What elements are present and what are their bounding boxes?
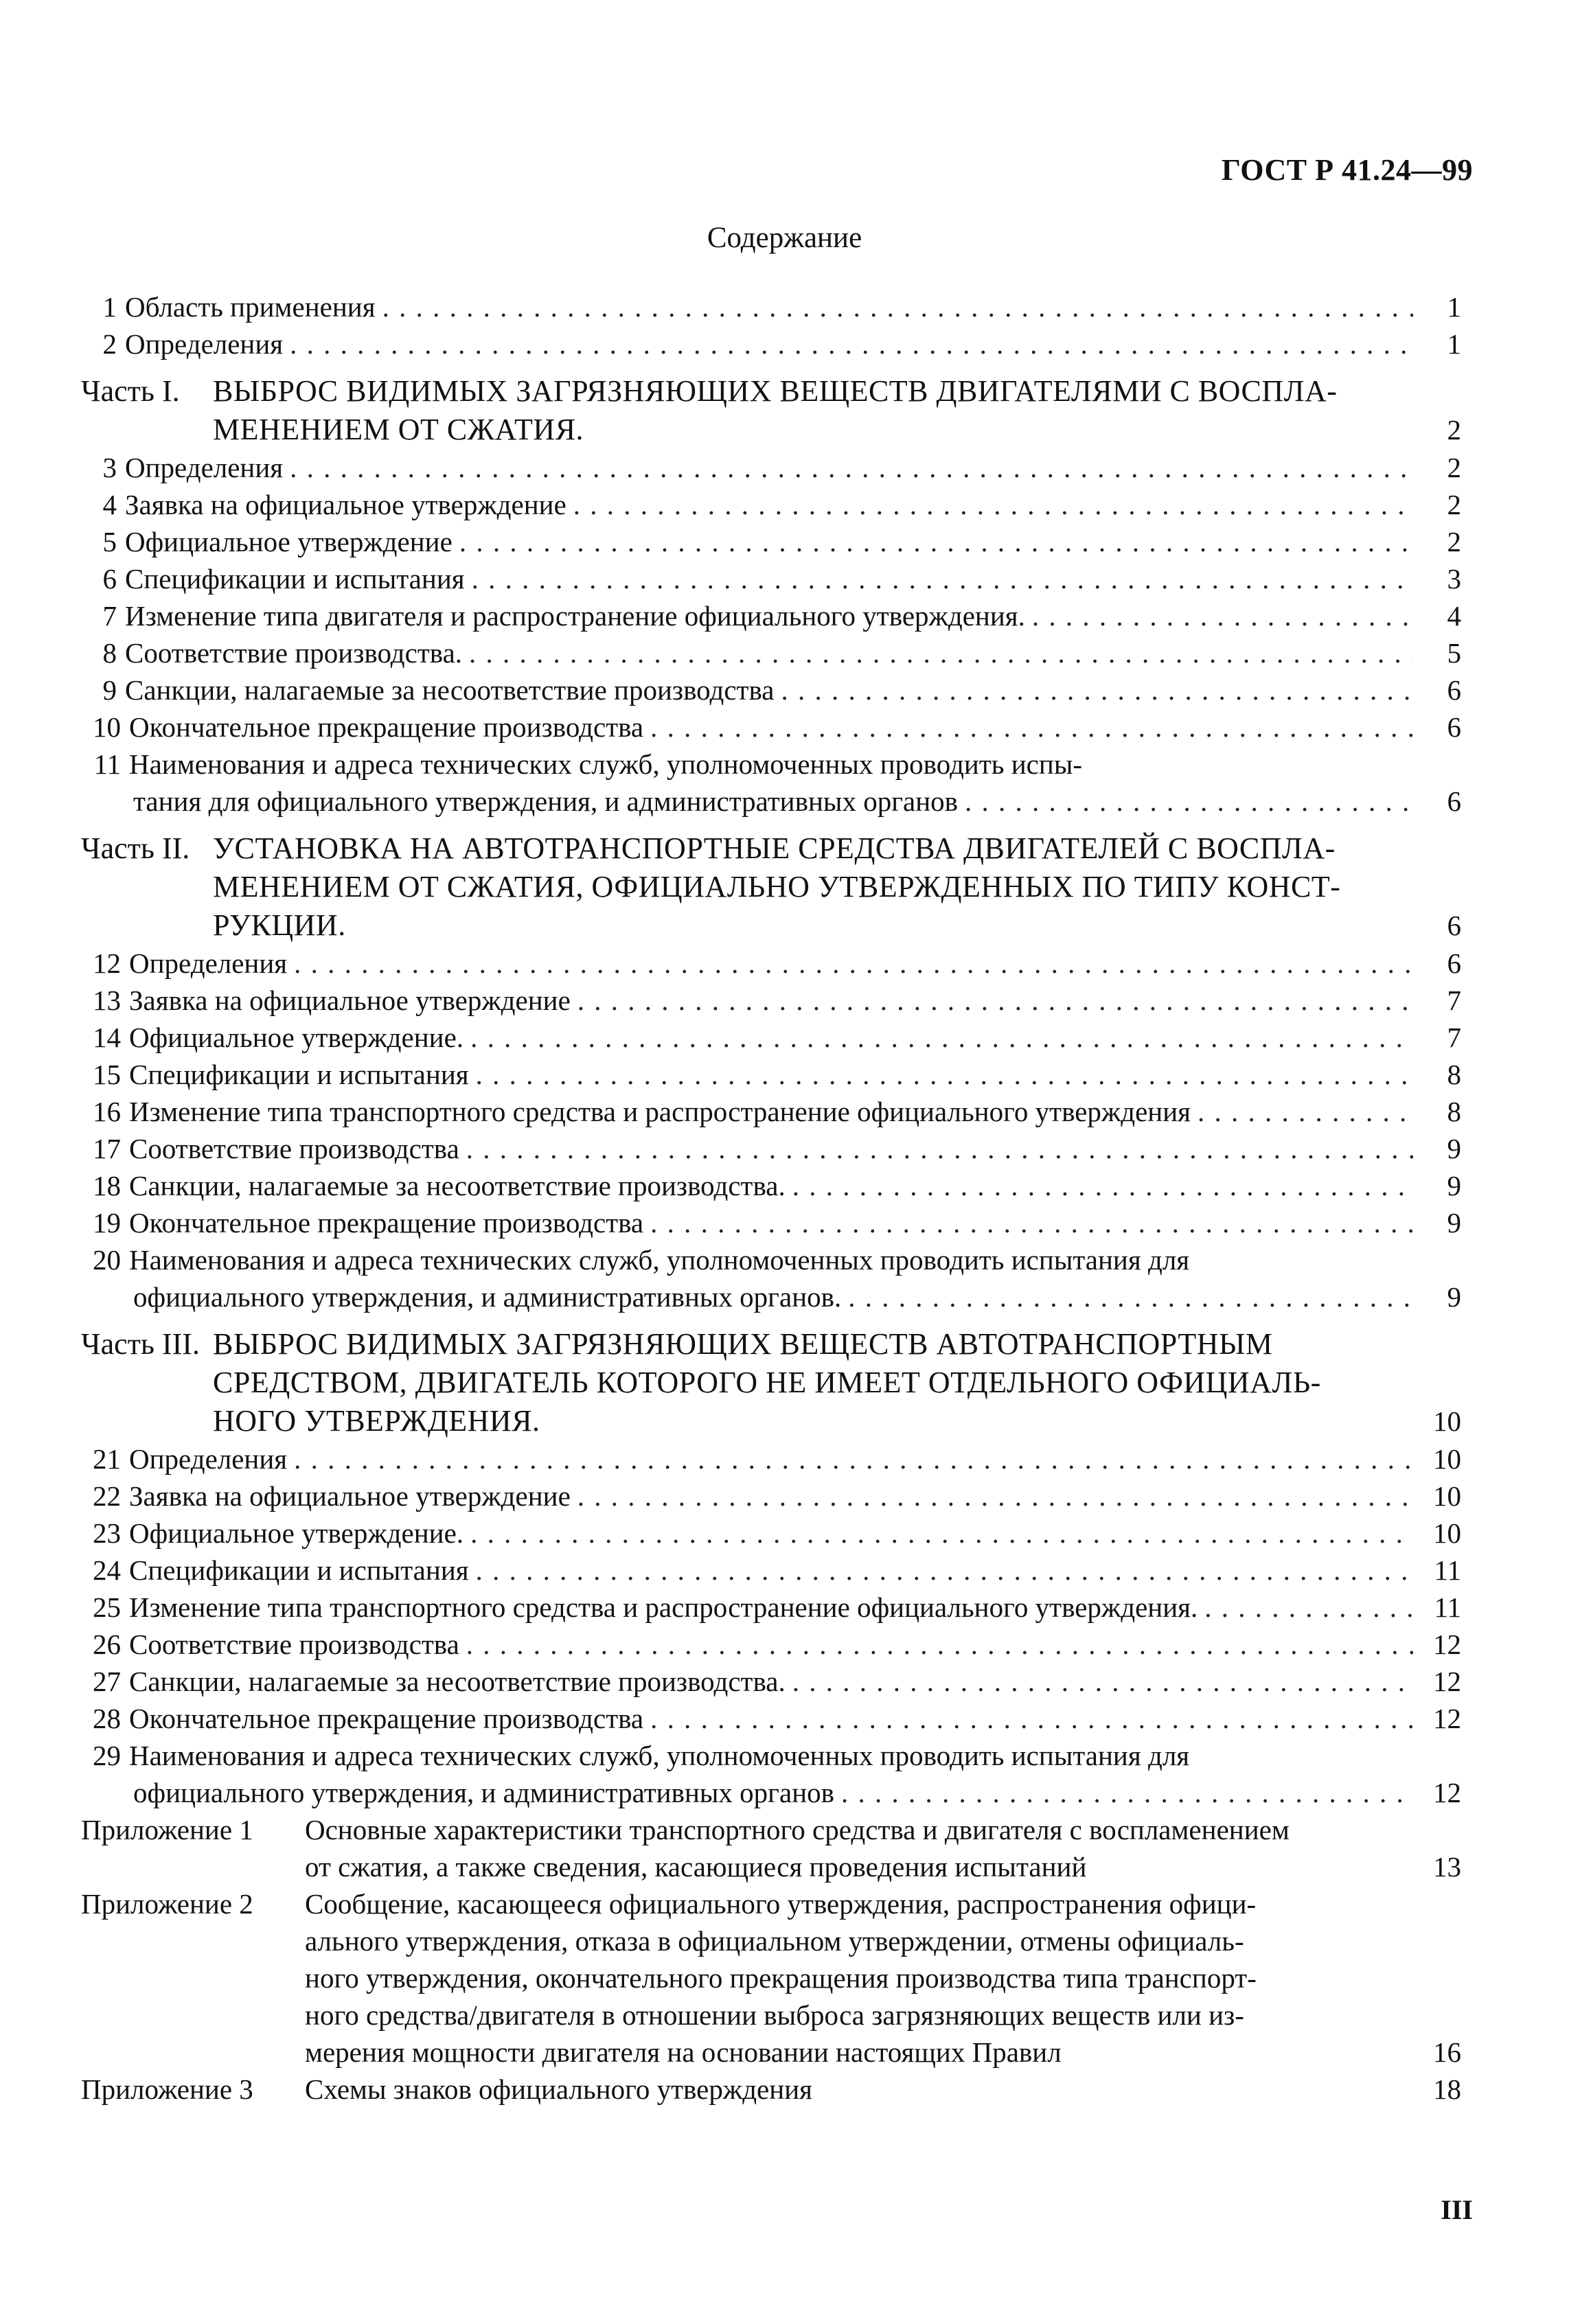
part-title-line: РУКЦИИ. <box>213 908 346 942</box>
part-title-line: СРЕДСТВОМ, ДВИГАТЕЛЬ КОТОРОГО НЕ ИМЕЕТ ОТДЕЛЬНОГО ОФИЦИАЛЬ- <box>213 1366 1321 1399</box>
appendix-text: Схемы знаков официального утверждения <box>305 2073 813 2105</box>
dot-leader <box>573 486 1413 523</box>
toc-entry-number: 27 <box>93 1666 121 1697</box>
toc-entry-page: 12 <box>1433 1703 1461 1734</box>
dot-leader <box>290 325 1413 363</box>
table-of-contents <box>81 288 1461 2108</box>
toc-entry-page: 8 <box>1447 1096 1461 1127</box>
toc-entry-number: 15 <box>93 1059 121 1090</box>
dot-leader <box>290 449 1413 486</box>
appendix-label: Приложение 3 <box>81 2073 253 2105</box>
toc-entry-page: 9 <box>1447 1281 1461 1313</box>
part-title-line: МЕНЕНИЕМ ОТ СЖАТИЯ. <box>213 413 584 446</box>
toc-entry-text: Официальное утверждение. <box>129 1517 464 1549</box>
dot-leader <box>476 1056 1413 1093</box>
toc-entry-number: 19 <box>93 1207 121 1239</box>
appendix-page: 16 <box>1433 2036 1461 2068</box>
toc-entry[interactable] <box>81 1204 1461 1241</box>
dot-leader <box>1198 1093 1413 1130</box>
dot-leader <box>470 1019 1413 1056</box>
toc-entry-text: Соответствие производства. <box>125 637 463 669</box>
toc-entry-text: Санкции, налагаемые за несоответствие производства <box>125 674 775 706</box>
toc-entry-number: 25 <box>93 1591 121 1623</box>
toc-entry-number: 11 <box>93 748 121 780</box>
toc-entry[interactable] <box>81 1019 1461 1056</box>
toc-entry-number: 22 <box>93 1480 121 1512</box>
toc-entry-text: Определения <box>125 328 284 360</box>
toc-entry-page: 8 <box>1447 1059 1461 1090</box>
dot-leader <box>650 1204 1413 1241</box>
toc-entry-text: Заявка на официальное утверждение <box>125 489 566 520</box>
toc-entry[interactable] <box>81 1589 1461 1626</box>
appendix-page: 13 <box>1433 1851 1461 1883</box>
toc-entry-number: 5 <box>102 526 117 557</box>
toc-entry-page: 11 <box>1434 1554 1461 1586</box>
toc-entry-number: 1 <box>102 291 117 323</box>
dot-leader <box>472 560 1413 597</box>
toc-entry[interactable] <box>81 1056 1461 1093</box>
toc-entry-text: Заявка на официальное утверждение <box>129 985 571 1016</box>
dot-leader <box>469 634 1413 671</box>
dot-leader <box>294 945 1413 982</box>
toc-entry[interactable] <box>81 1663 1461 1700</box>
appendix-1-entry[interactable] <box>81 1811 1461 1885</box>
appendix-3-entry[interactable] <box>81 2071 1461 2108</box>
toc-entry-number: 26 <box>93 1629 121 1660</box>
toc-entry[interactable] <box>81 982 1461 1019</box>
toc-entry-number: 24 <box>93 1554 121 1586</box>
appendix-text: Основные характеристики транспортного средства и двигателя с воспламенением <box>305 1814 1290 1845</box>
toc-entry-text: Спецификации и испытания <box>125 563 465 595</box>
toc-entry[interactable] <box>81 671 1461 709</box>
toc-entry-text: Официальное утверждение <box>125 526 453 557</box>
part-title-line: НОГО УТВЕРЖДЕНИЯ. <box>213 1404 540 1438</box>
toc-entry[interactable] <box>81 325 1461 363</box>
toc-entry[interactable] <box>81 597 1461 634</box>
appendix-text: Сообщение, касающееся официального утверждения, распространения офици- <box>305 1888 1257 1920</box>
toc-entry-text: Санкции, налагаемые за несоответствие производства. <box>129 1170 786 1201</box>
toc-entry-text: Заявка на официальное утверждение <box>129 1480 571 1512</box>
dot-leader <box>459 523 1413 560</box>
toc-entry-page: 10 <box>1433 1517 1461 1549</box>
dot-leader <box>466 1130 1413 1167</box>
toc-entry-text: Наименования и адреса технических служб, уполномоченных проводить испытания для <box>129 1740 1190 1771</box>
toc-entry[interactable] <box>81 486 1461 523</box>
appendix-2-entry[interactable] <box>81 1885 1461 2071</box>
part-page: 2 <box>1447 414 1461 446</box>
toc-entry[interactable] <box>81 1552 1461 1589</box>
dot-leader <box>294 1440 1413 1477</box>
toc-entry-text: официального утверждения, и административных органов. <box>133 1281 842 1313</box>
part-page: 10 <box>1433 1405 1461 1437</box>
toc-entry-text: Наименования и адреса технических служб, уполномоченных проводить испытания для <box>129 1244 1190 1276</box>
toc-entry-number: 4 <box>102 489 117 520</box>
toc-entry-number: 29 <box>93 1740 121 1771</box>
toc-entry-page: 1 <box>1447 291 1461 323</box>
document-id: ГОСТ Р 41.24—99 <box>1221 153 1473 187</box>
toc-entry-multiline[interactable] <box>81 1737 1461 1811</box>
part-title-line: УСТАНОВКА НА АВТОТРАНСПОРТНЫЕ СРЕДСТВА ДВИГАТЕЛЕЙ С ВОСПЛА- <box>213 831 1336 865</box>
toc-entry-number: 7 <box>102 600 117 632</box>
toc-entry-page: 6 <box>1447 785 1461 817</box>
dot-leader <box>466 1626 1413 1663</box>
toc-entry-page: 6 <box>1447 711 1461 743</box>
toc-entry[interactable] <box>81 1626 1461 1663</box>
dot-leader <box>965 783 1413 820</box>
toc-entry-text: Область применения <box>125 291 376 323</box>
appendix-text: ного средства/двигателя в отношении выброса загрязняющих веществ или из- <box>305 1999 1244 2031</box>
toc-entry-number: 13 <box>93 985 121 1016</box>
toc-entry-text: Изменение типа транспортного средства и распространение официального утверждения <box>129 1096 1191 1127</box>
toc-entry-text: официального утверждения, и административных органов <box>133 1777 834 1808</box>
toc-entry-number: 21 <box>93 1443 121 1475</box>
appendix-text: ного утверждения, окончательного прекращения производства типа транспорт- <box>305 1962 1257 1994</box>
toc-entry-number: 18 <box>93 1170 121 1201</box>
dot-leader <box>470 1515 1413 1552</box>
toc-entry-number: 9 <box>102 674 117 706</box>
toc-entry-page: 9 <box>1447 1170 1461 1201</box>
dot-leader <box>1032 597 1413 634</box>
part-title-line: ВЫБРОС ВИДИМЫХ ЗАГРЯЗНЯЮЩИХ ВЕЩЕСТВ АВТОТРАНСПОРТНЫМ <box>213 1327 1273 1361</box>
toc-entry-page: 12 <box>1433 1666 1461 1697</box>
toc-entry-number: 17 <box>93 1133 121 1164</box>
toc-entry[interactable] <box>81 1167 1461 1204</box>
toc-entry-text: Определения <box>129 1443 288 1475</box>
toc-entry[interactable] <box>81 1515 1461 1552</box>
part-label: Часть III. <box>81 1327 200 1361</box>
toc-entry-text: Окончательное прекращение производства <box>129 1207 644 1239</box>
toc-entry-page: 7 <box>1447 1022 1461 1053</box>
dot-leader <box>792 1167 1413 1204</box>
toc-entry-number: 16 <box>93 1096 121 1127</box>
toc-entry-page: 9 <box>1447 1207 1461 1239</box>
toc-entry-text: Определения <box>125 452 284 483</box>
part-title-line: МЕНЕНИЕМ ОТ СЖАТИЯ, ОФИЦИАЛЬНО УТВЕРЖДЕННЫХ ПО ТИПУ КОНСТ- <box>213 870 1341 904</box>
appendix-page: 18 <box>1433 2073 1461 2105</box>
toc-entry-text: Определения <box>129 947 288 979</box>
toc-entry-number: 3 <box>102 452 117 483</box>
toc-entry[interactable] <box>81 1093 1461 1130</box>
toc-entry-page: 5 <box>1447 637 1461 669</box>
toc-entry-number: 6 <box>102 563 117 595</box>
toc-entry[interactable] <box>81 523 1461 560</box>
toc-entry-page: 7 <box>1447 985 1461 1016</box>
page-title: Содержание <box>707 222 862 254</box>
toc-entry-number: 12 <box>93 947 121 979</box>
toc-entry-page: 12 <box>1433 1777 1461 1808</box>
toc-entry-page: 3 <box>1447 563 1461 595</box>
toc-entry-page: 11 <box>1434 1591 1461 1623</box>
part-1-heading[interactable] <box>81 372 1461 449</box>
toc-entry[interactable] <box>81 560 1461 597</box>
toc-entry-text: Спецификации и испытания <box>129 1554 469 1586</box>
toc-entry-page: 12 <box>1433 1629 1461 1660</box>
dot-leader <box>841 1774 1413 1811</box>
toc-entry-page: 2 <box>1447 526 1461 557</box>
part-2-heading[interactable] <box>81 829 1461 945</box>
toc-entry-text: Соответствие производства <box>129 1629 459 1660</box>
toc-entry[interactable] <box>81 945 1461 982</box>
dot-leader <box>382 288 1413 325</box>
toc-entry-page: 1 <box>1447 328 1461 360</box>
toc-entry-number: 8 <box>102 637 117 669</box>
toc-entry-number: 20 <box>93 1244 121 1276</box>
toc-entry-text: Изменение типа транспортного средства и распространение официального утверждения. <box>129 1591 1198 1623</box>
toc-entry-text: Наименования и адреса технических служб, уполномоченных проводить испы- <box>129 748 1083 780</box>
toc-entry-multiline[interactable] <box>81 1241 1461 1315</box>
dot-leader <box>476 1552 1413 1589</box>
dot-leader <box>781 671 1413 709</box>
toc-entry-page: 4 <box>1447 600 1461 632</box>
dot-leader <box>848 1278 1413 1315</box>
toc-entry-text: Спецификации и испытания <box>129 1059 469 1090</box>
page-number: III <box>1441 2194 1473 2225</box>
toc-entry[interactable] <box>81 288 1461 325</box>
appendix-text: от сжатия, а также сведения, касающиеся проведения испытаний <box>305 1851 1087 1883</box>
dot-leader <box>577 1477 1413 1515</box>
toc-entry-page: 6 <box>1447 674 1461 706</box>
toc-entry-number: 2 <box>102 328 117 360</box>
toc-entry[interactable] <box>81 449 1461 486</box>
appendix-text: ального утверждения, отказа в официальном утверждении, отмены официаль- <box>305 1925 1244 1957</box>
toc-entry[interactable] <box>81 1700 1461 1737</box>
dot-leader <box>650 709 1413 746</box>
toc-entry-text: Санкции, налагаемые за несоответствие производства. <box>129 1666 786 1697</box>
appendix-label: Приложение 2 <box>81 1888 253 1920</box>
dot-leader <box>792 1663 1413 1700</box>
toc-entry[interactable] <box>81 1130 1461 1167</box>
toc-entry-number: 23 <box>93 1517 121 1549</box>
part-label: Часть I. <box>81 374 180 408</box>
toc-entry-number: 28 <box>93 1703 121 1734</box>
toc-entry-text: Официальное утверждение. <box>129 1022 464 1053</box>
part-3-heading[interactable] <box>81 1325 1461 1440</box>
toc-entry-page: 6 <box>1447 947 1461 979</box>
toc-entry[interactable] <box>81 1440 1461 1477</box>
appendix-label: Приложение 1 <box>81 1814 253 1845</box>
toc-entry[interactable] <box>81 634 1461 671</box>
part-title-line: ВЫБРОС ВИДИМЫХ ЗАГРЯЗНЯЮЩИХ ВЕЩЕСТВ ДВИГАТЕЛЯМИ С ВОСПЛА- <box>213 374 1338 408</box>
toc-entry-page: 2 <box>1447 489 1461 520</box>
part-label: Часть II. <box>81 831 190 865</box>
toc-entry-text: Изменение типа двигателя и распространение официального утверждения. <box>125 600 1025 632</box>
dot-leader <box>577 982 1413 1019</box>
toc-entry-text: Окончательное прекращение производства <box>129 711 644 743</box>
toc-entry-text: Окончательное прекращение производства <box>129 1703 644 1734</box>
dot-leader <box>650 1700 1413 1737</box>
toc-entry-number: 14 <box>93 1022 121 1053</box>
toc-entry-text: тания для официального утверждения, и административных органов <box>133 785 959 817</box>
toc-entry-page: 10 <box>1433 1443 1461 1475</box>
appendix-text: мерения мощности двигателя на основании настоящих Правил <box>305 2036 1062 2068</box>
toc-entry-page: 10 <box>1433 1480 1461 1512</box>
toc-entry-page: 9 <box>1447 1133 1461 1164</box>
dot-leader <box>1204 1589 1413 1626</box>
toc-entry-text: Соответствие производства <box>129 1133 459 1164</box>
toc-entry-page: 2 <box>1447 452 1461 483</box>
toc-entry[interactable] <box>81 709 1461 746</box>
part-page: 6 <box>1447 910 1461 941</box>
toc-entry-multiline[interactable] <box>81 746 1461 820</box>
toc-entry-number: 10 <box>93 711 121 743</box>
toc-entry[interactable] <box>81 1477 1461 1515</box>
